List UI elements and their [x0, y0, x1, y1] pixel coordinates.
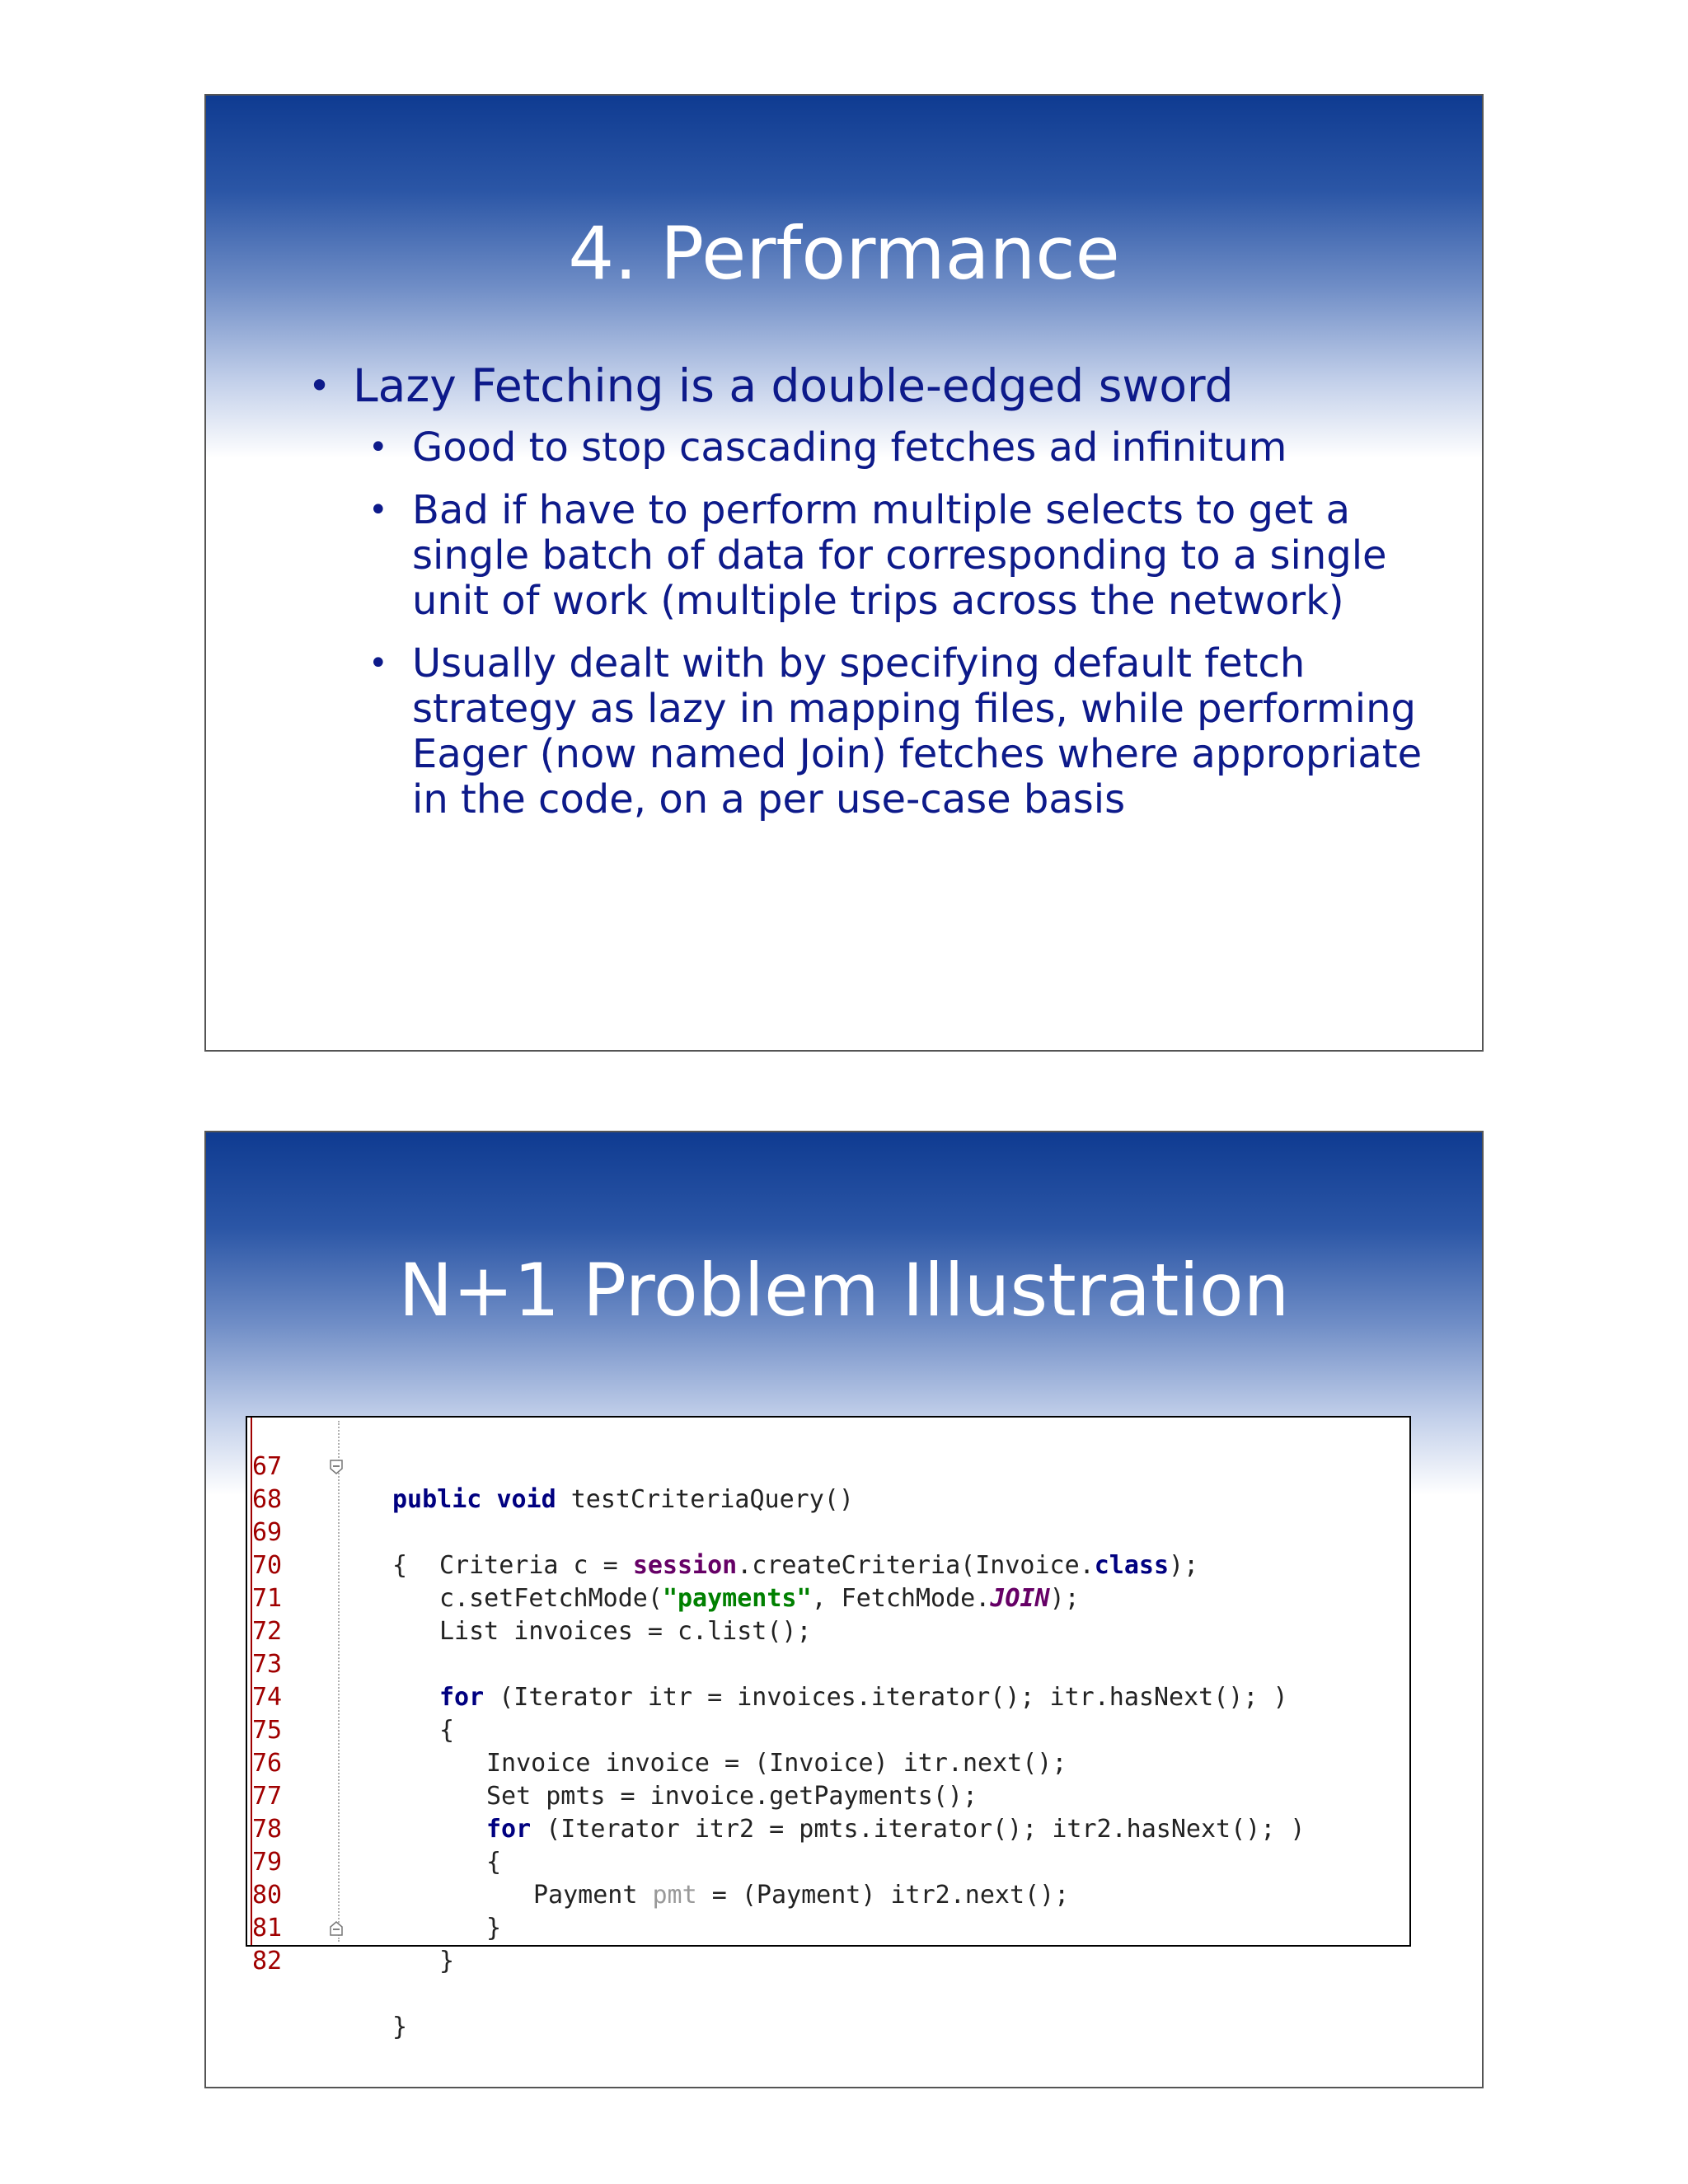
code-string: "payments"	[662, 1584, 812, 1613]
code-token: testCriteriaQuery()	[556, 1485, 854, 1514]
code-token: (Iterator itr = invoices.iterator(); itr.hasNext(); )	[484, 1683, 1288, 1712]
code-keyword: for	[439, 1683, 485, 1712]
code-token: }	[439, 1947, 455, 1975]
line-number: 71	[252, 1584, 283, 1613]
code-token: Payment	[533, 1881, 653, 1910]
slide-title: 4. Performance	[568, 211, 1120, 296]
sub-bullet-item	[308, 488, 1462, 624]
slide-n-plus-1	[204, 1131, 1484, 2088]
line-number: 70	[252, 1551, 283, 1580]
fold-end-icon[interactable]	[328, 1920, 345, 1937]
sub-bullet-item	[308, 425, 1462, 471]
code-line	[247, 1912, 408, 2041]
slide-title: N+1 Problem Illustration	[398, 1248, 1290, 1333]
bullet-text: Lazy Fetching is a double-edged sword	[353, 359, 1234, 412]
code-unused-variable: pmt	[652, 1881, 697, 1910]
code-token: .createCriteria(Invoice.	[737, 1551, 1095, 1580]
line-number: 69	[252, 1518, 283, 1547]
code-token: Invoice invoice = (Invoice) itr.next();	[486, 1749, 1067, 1778]
code-token: );	[1049, 1584, 1080, 1613]
code-text	[439, 1582, 1080, 1615]
bullet-dot-icon: •	[308, 363, 331, 408]
sub-bullet-item	[308, 641, 1462, 823]
bullet-dot-icon: •	[368, 491, 388, 529]
line-number: 78	[252, 1815, 283, 1844]
code-token: {	[486, 1848, 502, 1877]
bullet-item	[308, 359, 1462, 412]
line-number: 73	[252, 1650, 283, 1679]
code-keyword: class	[1094, 1551, 1170, 1580]
code-text	[439, 1681, 1288, 1714]
bullet-dot-icon: •	[368, 644, 388, 682]
bullet-list	[308, 359, 1462, 840]
code-keyword: void	[496, 1485, 556, 1514]
code-token: List invoices = c.list();	[439, 1617, 812, 1646]
slide-performance	[204, 94, 1484, 1052]
bullet-dot-icon: •	[368, 429, 388, 466]
line-number: 76	[252, 1749, 283, 1778]
line-number: 82	[252, 1947, 283, 1975]
line-number: 67	[252, 1452, 283, 1481]
line-number: 68	[252, 1485, 283, 1514]
code-token: }	[392, 2013, 408, 2041]
code-token: , FetchMode.	[811, 1584, 991, 1613]
code-token: {	[439, 1716, 455, 1745]
code-text	[439, 1549, 1198, 1582]
code-text	[486, 1813, 1305, 1846]
sub-bullet-text: Good to stop cascading fetches ad infinitum	[412, 424, 1287, 471]
code-constant: JOIN	[990, 1584, 1050, 1613]
code-field: session	[632, 1551, 738, 1580]
code-token: Set pmts = invoice.getPayments();	[486, 1782, 978, 1811]
sub-bullet-text: Bad if have to perform multiple selects to get a single batch of data for corresponding to a single unit of work (multiple trips across the network)	[412, 487, 1387, 624]
code-token: }	[486, 1914, 502, 1943]
code-line	[247, 1582, 336, 1646]
code-token: );	[1169, 1551, 1199, 1580]
code-token: (Iterator itr2 = pmts.iterator(); itr2.hasNext(); )	[531, 1815, 1306, 1844]
code-token: = (Payment) itr2.next();	[696, 1881, 1070, 1910]
code-text	[533, 1879, 1069, 1912]
sub-bullet-text: Usually dealt with by specifying default fetch strategy as lazy in mapping files, while performing Eager (now named Join) fetches where appropriate in the code, on a per use-case basis	[412, 640, 1423, 823]
code-fold-guide	[338, 1421, 340, 1942]
line-number: 74	[252, 1683, 283, 1712]
line-number: 75	[252, 1716, 283, 1745]
code-screenshot	[246, 1416, 1411, 2041]
line-number: 77	[252, 1782, 283, 1811]
fold-collapse-icon[interactable]	[328, 1459, 345, 1475]
code-keyword: for	[486, 1815, 532, 1844]
code-keyword: public	[392, 1485, 482, 1514]
code-token: Criteria c =	[439, 1551, 633, 1580]
line-number: 72	[252, 1617, 283, 1646]
line-number: 81	[252, 1914, 283, 1943]
sub-bullet-list	[308, 425, 1462, 823]
line-number: 79	[252, 1848, 283, 1877]
line-number: 80	[252, 1881, 283, 1910]
code-token: c.setFetchMode(	[439, 1584, 663, 1613]
code-token: {	[392, 1551, 408, 1580]
code-text	[392, 1483, 854, 1516]
